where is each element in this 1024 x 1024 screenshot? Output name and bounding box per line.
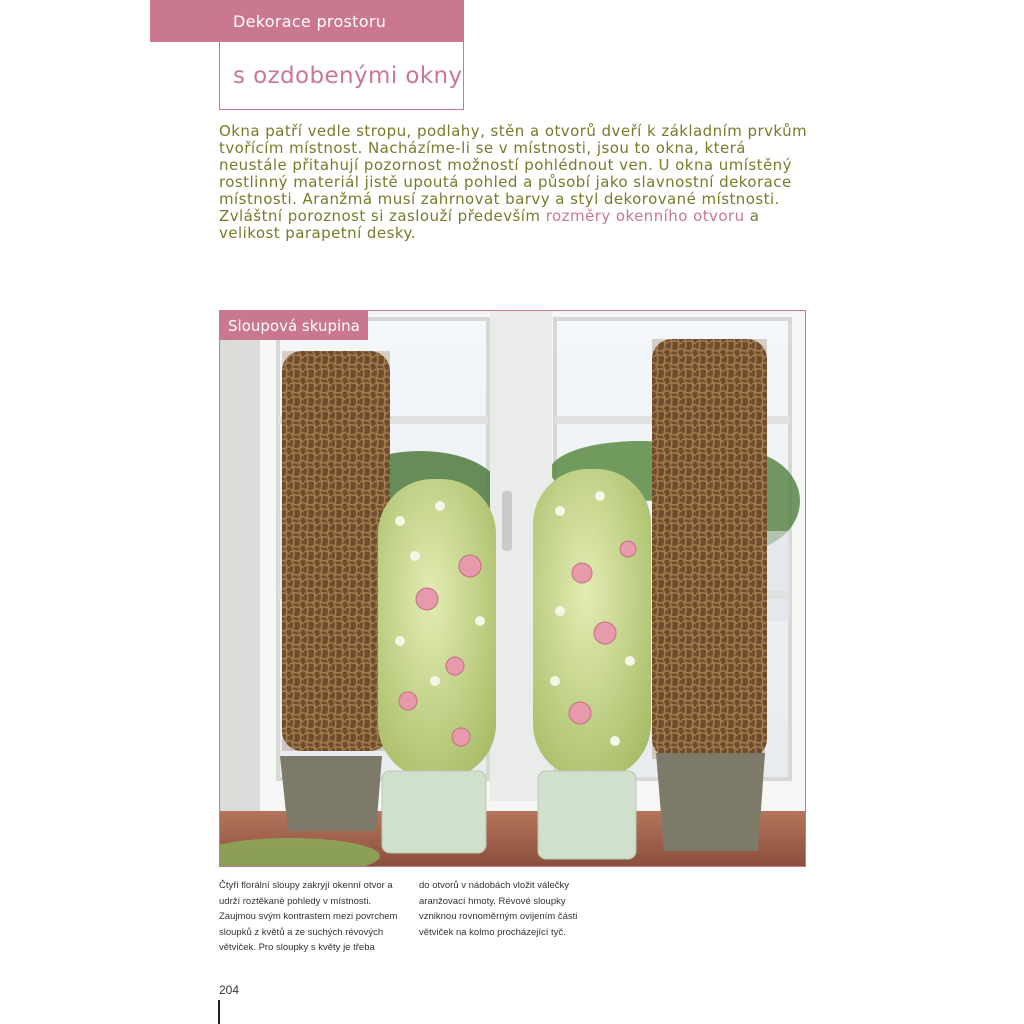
intro-highlight: rozměry okenního otvoru [545, 207, 745, 225]
section-header [150, 0, 464, 42]
page-subtitle-box [219, 42, 464, 110]
photo-illustration [220, 311, 806, 867]
caption-column-2: do otvorů v nádobách vložit válečky aranžovací hmoty. Révové sloupky vzniknou rovnoměrným ovijením části větviček na kolmo procházející tyč. [419, 880, 578, 938]
intro-paragraph [219, 123, 809, 242]
margin-rule [218, 1000, 220, 1024]
photo-label: Sloupová skupina [220, 311, 368, 340]
intro-text: Okna patří vedle stropu, podlahy, stěn a otvorů dveří k základním prvkům tvořícím místnost. Nacházíme-li se v místnosti, jsou to okna, která neustále přitahují pozornost možností pohlédnout ven. U okna umístěný rostlinný materiál jistě upoutá pohled a působí jako slavnostní dekorace místnosti. Aranžmá musí zahrnovat barvy a styl dekorované místnosti. Zvláštní poroznost si zaslouží především [219, 122, 808, 225]
photo-frame [219, 310, 806, 867]
section-title: Dekorace prostoru [233, 11, 387, 31]
page-title: s ozdobenými okny [233, 62, 463, 89]
caption-column-1: Čtyři florální sloupy zakryjí okenní otvor a udrží roztěkané pohledy v místnosti. Zaujmou svým kontrastem mezi povrchem sloupků z květů a ze suchých révových větviček. Pro sloupky s květy je třeba [219, 880, 398, 953]
page-number: 204 [219, 983, 240, 997]
intro-text-end: a velikost parapetní desky. [219, 207, 760, 242]
